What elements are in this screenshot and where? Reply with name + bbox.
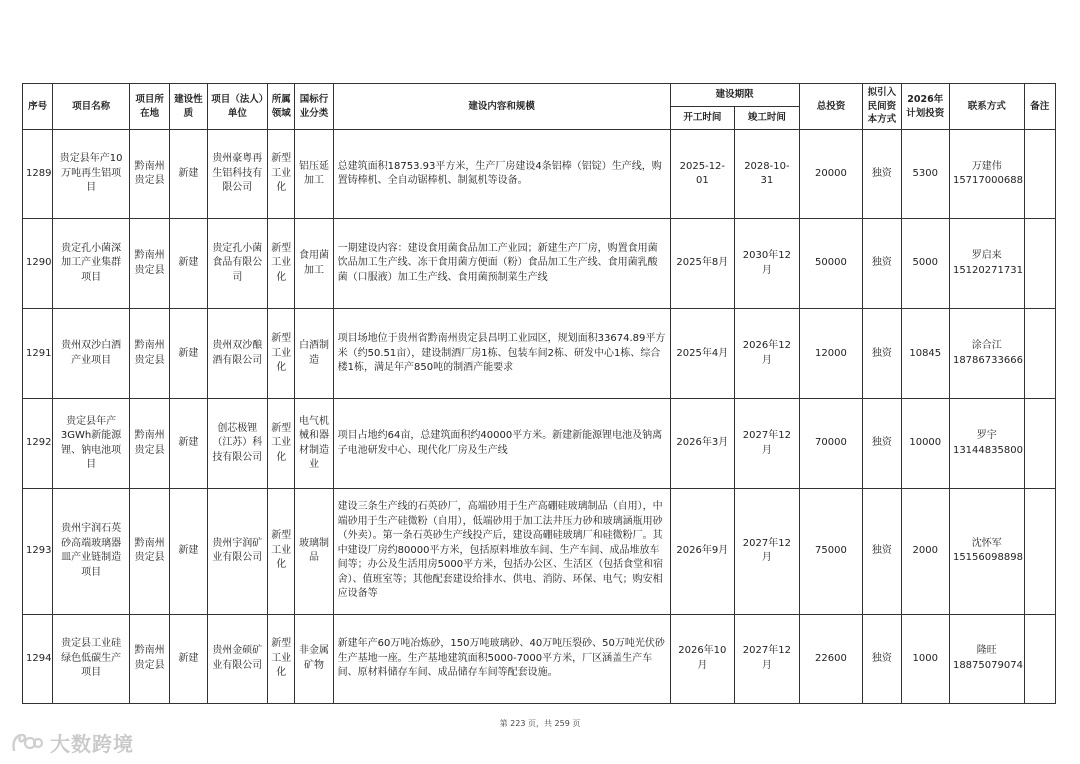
watermark-text: 大数跨境 [50,732,134,756]
contact-name: 罗宇 [976,430,997,442]
cell-end: 2027年12月 [735,614,800,703]
cell-start: 2026年10月 [670,614,735,703]
cell-start: 2025年4月 [670,309,735,399]
header-period: 建设期限 [670,84,799,107]
cell-name: 贵州双沙白酒产业项目 [53,309,130,399]
cell-nature: 新建 [170,614,207,703]
cell-content: 新建年产60万吨冶炼砂，150万吨玻璃砂、40万吨压裂砂、50万吨光伏砂生产基地一座。生产基地建筑面积5000-7000平方米，厂区涵盖生产车间、原材料储存车间、成品储存车间等配套设施。 [333,614,670,703]
header-name: 项目名称 [53,84,130,130]
cell-start: 2025-12-01 [670,130,735,219]
cell-seq: 1292 [23,399,53,488]
cell-contact [949,130,1024,219]
header-plan: 2026年计划投资 [901,84,949,130]
cell-investment: 20000 [799,130,863,219]
cell-plan: 5300 [901,130,949,219]
cell-owner: 贵定孔小菌食品有限公司 [207,219,268,309]
cell-nature: 新建 [170,399,207,488]
cell-investment: 12000 [799,309,863,399]
header-nature: 建设性质 [170,84,207,130]
cell-method: 独资 [863,399,901,488]
header-investment: 总投资 [799,84,863,130]
cell-end: 2028-10-31 [735,130,800,219]
header-method: 拟引入民间资本方式 [863,84,901,130]
cell-investment: 22600 [799,614,863,703]
cell-method: 独资 [863,130,901,219]
cell-location: 黔南州贵定县 [129,614,169,703]
cell-contact [949,219,1024,309]
cell-location: 黔南州贵定县 [129,219,169,309]
cell-plan: 10845 [901,309,949,399]
cell-seq: 1293 [23,488,53,614]
header-contact: 联系方式 [949,84,1024,130]
cell-field: 新型工业化 [268,309,295,399]
cell-end: 2026年12月 [735,309,800,399]
cell-nature: 新建 [170,488,207,614]
cell-note [1024,614,1055,703]
cell-owner: 贵州双沙酿酒有限公司 [207,309,268,399]
cell-content: 项目占地约64亩，总建筑面积约40000平方米。新建新能源锂电池及钠离子电池研发中心、现代化厂房及生产线 [333,399,670,488]
cell-industry: 电气机械和器材制造业 [295,399,333,488]
cell-method: 独资 [863,219,901,309]
cell-contact [949,614,1024,703]
cell-investment: 75000 [799,488,863,614]
cell-field: 新型工业化 [268,488,295,614]
cell-note [1024,309,1055,399]
table-row [23,219,1056,309]
cell-nature: 新建 [170,219,207,309]
header-start: 开工时间 [670,107,735,130]
cell-investment: 70000 [799,399,863,488]
cell-location: 黔南州贵定县 [129,399,169,488]
cell-note [1024,219,1055,309]
contact-name: 罗启来 [971,250,1002,262]
project-table [22,83,1056,704]
cell-method: 独资 [863,488,901,614]
contact-name: 隆旺 [976,645,997,657]
cell-seq: 1291 [23,309,53,399]
watermark [10,728,134,757]
watermark-logo-icon [10,730,44,756]
contact-phone: 15156098898 [952,552,1023,564]
cell-plan: 1000 [901,614,949,703]
header-location: 项目所在地 [129,84,169,130]
cell-industry: 玻璃制品 [295,488,333,614]
cell-owner: 贵州金硕矿业有限公司 [207,614,268,703]
cell-seq: 1289 [23,130,53,219]
table-row [23,309,1056,399]
cell-location: 黔南州贵定县 [129,309,169,399]
cell-content: 总建筑面积18753.93平方米，生产厂房建设4条铝棒（铝锭）生产线，购置铸棒机、全自动锯棒机、制氮机等设备。 [333,130,670,219]
cell-name: 贵定县工业硅绿色低碳生产项目 [53,614,130,703]
cell-field: 新型工业化 [268,399,295,488]
cell-note [1024,399,1055,488]
cell-industry: 食用菌加工 [295,219,333,309]
cell-method: 独资 [863,614,901,703]
contact-phone: 18786733666 [952,354,1023,366]
header-field: 所属领域 [268,84,295,130]
cell-location: 黔南州贵定县 [129,488,169,614]
table-row [23,614,1056,703]
cell-end: 2027年12月 [735,399,800,488]
cell-end: 2027年12月 [735,488,800,614]
cell-location: 黔南州贵定县 [129,130,169,219]
cell-plan: 2000 [901,488,949,614]
cell-start: 2026年3月 [670,399,735,488]
cell-content: 项目场地位于贵州省黔南州贵定县昌明工业园区，规划面积33674.89平方米（约50.51亩），建设制酒厂房1栋、包装车间2栋、研发中心1栋、综合楼1栋，满足年产850吨的制酒产能要求 [333,309,670,399]
cell-nature: 新建 [170,130,207,219]
cell-industry: 白酒制造 [295,309,333,399]
header-industry: 国标行业分类 [295,84,333,130]
cell-contact [949,309,1024,399]
cell-seq: 1294 [23,614,53,703]
cell-investment: 50000 [799,219,863,309]
cell-field: 新型工业化 [268,614,295,703]
header-seq: 序号 [23,84,53,130]
cell-seq: 1290 [23,219,53,309]
cell-end: 2030年12月 [735,219,800,309]
cell-owner: 贵州宇润矿业有限公司 [207,488,268,614]
contact-name: 万建伟 [971,160,1002,172]
cell-content: 一期建设内容：建设食用菌食品加工产业园；新建生产厂房，购置食用菌饮品加工生产线、冻干食用菌方便面（粉）食品加工生产线、食用菌乳酸菌（口服液）加工生产线、食用菌预制菜生产线 [333,219,670,309]
contact-name: 涂合江 [971,340,1002,352]
cell-note [1024,130,1055,219]
cell-method: 独资 [863,309,901,399]
cell-field: 新型工业化 [268,219,295,309]
contact-phone: 15120271731 [952,264,1023,276]
cell-nature: 新建 [170,309,207,399]
cell-field: 新型工业化 [268,130,295,219]
cell-content: 建设三条生产线的石英砂厂，高端砂用于生产高硼硅玻璃制品（自用），中端砂用于生产硅微粉（自用），低端砂用于加工法井压力砂和玻璃涵瓶用砂（外卖）。第一条石英砂生产线投产后，建设高硼硅玻璃厂和硅微粉厂。其中建设厂房约80000平方米，包括原料堆放车间、生产车间、成品堆放车间等；办公及生活用房5000平方米，包括办公区、生活区（包括食堂和宿舍）、值班室等；其他配套建设给排水、供电、消防、环保、电气；购安相应设备等 [333,488,670,614]
cell-start: 2025年8月 [670,219,735,309]
cell-note [1024,488,1055,614]
header-owner: 项目（法人）单位 [207,84,268,130]
cell-plan: 5000 [901,219,949,309]
contact-name: 沈怀军 [971,537,1002,549]
cell-contact [949,488,1024,614]
table-row [23,488,1056,614]
header-note: 备注 [1024,84,1055,130]
contact-phone: 18875079074 [952,659,1023,671]
header-end: 竣工时间 [735,107,800,130]
table-row [23,399,1056,488]
cell-contact [949,399,1024,488]
cell-name: 贵州宇润石英砂高端玻璃器皿产业链制造项目 [53,488,130,614]
cell-owner: 贵州豪粤再生铝科技有限公司 [207,130,268,219]
contact-phone: 13144835800 [952,444,1023,456]
page-number: 第 223 页，共 259 页 [499,719,581,728]
cell-industry: 非金属矿物 [295,614,333,703]
cell-name: 贵定县年产3GWh新能源锂、钠电池项目 [53,399,130,488]
contact-phone: 15717000688 [952,175,1023,187]
cell-start: 2026年9月 [670,488,735,614]
cell-owner: 创芯极锂（江苏）科技有限公司 [207,399,268,488]
cell-industry: 铝压延加工 [295,130,333,219]
header-content: 建设内容和规模 [333,84,670,130]
cell-name: 贵定县年产10万吨再生铝项目 [53,130,130,219]
cell-name: 贵定孔小菌深加工产业集群项目 [53,219,130,309]
cell-plan: 10000 [901,399,949,488]
table-row [23,130,1056,219]
